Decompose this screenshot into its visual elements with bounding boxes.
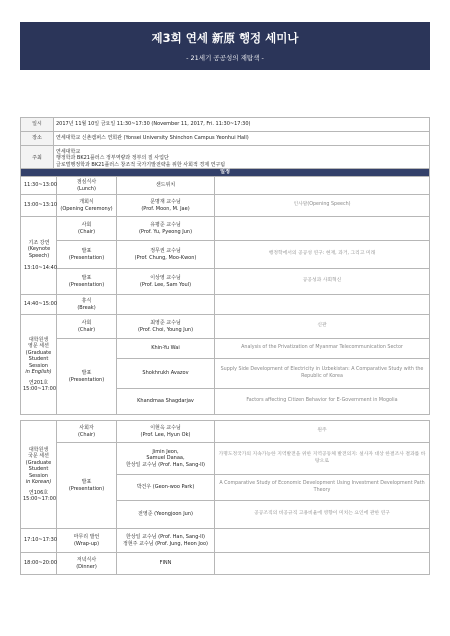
time-cell: 17:10~17:30 [21,529,57,553]
speaker-ko: 유평준 교수님 [150,222,181,228]
session-line: Speech) [28,252,50,259]
info-value: 2017년 11월 10일 금요일 11:30~17:30 (November 11, 2017, Fri. 11:30~17:30) [54,118,430,132]
seminar-banner [20,22,430,70]
session-line: 연106호 [28,489,49,496]
row-opening [21,195,430,217]
speaker-en: (Prof. Chung, Moo-Kwon) [134,254,197,261]
session-line: 연201호 [28,379,49,386]
speaker-cell: 박건우 (Geon-woo Park) [117,475,215,501]
speaker-en: (Prof. Moon, M. Jae) [141,205,190,212]
activity-ko: 저녁식사 [76,557,97,563]
host-line: 행정학과 BK21플러스 정부역량과 정부의 질 사업단 [56,155,169,162]
topic-cell: A Comparative Study of Economic Development Using Investment Development Path Theory [215,475,430,501]
session-line: (Keynote [27,246,51,252]
speaker-cell [117,421,215,443]
session-line: 15:00~17:00 [23,496,57,502]
speaker-en: (Prof. Lee, Hyun Ok) [140,431,191,438]
info-label: 주최 [21,146,54,172]
topic-cell [215,177,430,195]
session-line: in English) [25,369,52,375]
topic-cell: 신관 [215,315,430,339]
session-line: Student [28,356,49,362]
activity-cell [57,177,117,195]
activity-en: (Chair) [77,326,96,333]
activity-cell [57,553,117,575]
activity-en: (Chair) [77,228,96,235]
activity-ko: 발표 [81,248,92,254]
speaker-en: (Prof. Lee, Sam Youl) [139,281,192,288]
activity-cell [57,217,117,241]
session-line: Student [28,466,49,472]
row-closing [21,529,430,553]
activity-en: (Presentation) [68,485,105,492]
speaker-line: Jimin Jeon, [152,448,179,455]
row-dinner [21,553,430,575]
activity-cell [57,421,117,443]
session-line: (Graduate [25,349,52,356]
row-keynote-chair [21,217,430,241]
speaker-ko: 이현옥 교수님 [150,425,181,431]
speaker-en: (Prof. Yu, Pyeong Jun) [138,228,193,235]
topic-cell [215,217,430,241]
activity-ko: 사회 [81,222,92,228]
activity-cell [57,339,117,415]
session-cell [21,421,57,529]
speaker-cell: Khin-Yu Wai [117,339,215,359]
speaker-cell: Shokhrukh Avazov [117,359,215,389]
topic-cell: Factors affecting Citizen Behavior for E-Government in Mogolia [215,389,430,415]
topic-cell: 행정학에서의 공공성 연구: 현재, 과거, 그리고 미래 [215,241,430,269]
seminar-title: 제3회 연세 新原 행정 세미나 [151,31,299,45]
row-lunch [21,177,430,195]
activity-ko: 점심식사 [76,179,97,185]
speaker-cell: 샌드위치 [117,177,215,195]
time-cell: 18:00~20:00 [21,553,57,575]
session-line: 영문 세션 [28,343,49,349]
speaker-cell: Khandmaa Shagdarjav [117,389,215,415]
activity-en: (Presentation) [68,376,105,383]
speaker-cell [117,195,215,217]
speaker-cell [117,443,215,475]
time-cell: 14:40~15:00 [21,295,57,315]
speaker-cell [117,529,215,553]
row-eng-talk [21,339,430,359]
info-value: 연세대학교 신촌캠퍼스 연희관 (Yonsei University Shinchon Campus Yeonhui Hall) [54,132,430,146]
session-line: 대학원생 [28,336,49,343]
session-line: in Korean) [25,479,52,485]
speaker-cell: 전영준 (Yeongjoon Jun) [117,501,215,529]
seminar-subtitle: - 21세기 공공성의 재탐색 - [186,54,264,62]
row-break [21,295,430,315]
session-line: 국문 세션 [28,453,49,459]
activity-en: (Presentation) [68,254,105,261]
session-line: (Graduate [25,459,52,466]
row-keynote-p2 [21,269,430,295]
activity-cell [57,195,117,217]
speaker-line: 정현주 교수님 (Prof. Jung, Heon Joo) [123,540,208,547]
info-label: 장소 [21,132,54,146]
speaker-ko: 정무권 교수님 [150,248,181,254]
info-row-venue [21,132,430,146]
activity-cell [57,241,117,269]
row-keynote-p1 [21,241,430,269]
speaker-ko: 최영준 교수님 [150,320,181,326]
info-row-date [21,118,430,132]
event-info-table [20,117,430,172]
info-label: 일시 [21,118,54,132]
host-line: 연세대학교 [56,148,81,155]
activity-en: (Presentation) [68,281,105,288]
session-line: Session [28,472,49,479]
activity-en: (Opening Ceremony) [60,205,113,212]
row-kor-chair [21,421,430,443]
speaker-line: 한상일 교수님 (Prof. Han, Sang-Il) [126,461,205,468]
activity-en: (Break) [77,304,96,311]
topic-cell: 공공성과 사회혁신 [215,269,430,295]
topic-cell: 가명도정국가의 지속가능한 지역발전을 위한 지역공동체 발전의지: 설사자 대상 한결조사 결과를 바탕으로 [215,443,430,475]
session-line: 15:00~17:00 [23,386,57,392]
activity-ko: 사회 [81,320,92,326]
activity-en: (Dinner) [76,563,97,570]
activity-cell [57,315,117,339]
session-line: Session [28,362,49,369]
topic-cell: 공공조직의 비공규직 고용비율에 영향이 미치는 요인에 관한 연구 [215,501,430,529]
time-cell: 11:30~13:00 [21,177,57,195]
host-line: 글로벌행정학과 BK21플러스 창조적 국가기발전략을 위한 사회적 경제 연구팀 [56,161,226,168]
topic-cell: 인사말(Opening Speech) [215,195,430,217]
session-line: 대학원생 [28,446,49,453]
speaker-cell [117,315,215,339]
speaker-cell [117,241,215,269]
session-time: 13:10~14:40 [24,265,58,271]
speaker-line: 한상일 교수님 (Prof. Han, Sang-Il) [126,534,205,540]
topic-cell: Analysis of the Privatization of Myanmar Telecommunication Sector [215,339,430,359]
time-cell: 13:00~13:10 [21,195,57,217]
schedule-header: 일정 [21,169,430,177]
speaker-cell [117,269,215,295]
topic-cell [215,529,430,553]
activity-ko: 사회자 [79,425,94,431]
activity-ko: 마무리 발언 [73,534,100,540]
topic-cell: Supply Side Development of Electricity in Uzbekistan: A Comparative Study with the Republic of Korea [215,359,430,389]
activity-cell [57,269,117,295]
activity-ko: 개회식 [79,199,94,205]
speaker-ko: 이상영 교수님 [150,275,181,281]
activity-en: (Lunch) [77,185,96,192]
row-eng-chair [21,315,430,339]
activity-cell [57,295,117,315]
activity-ko: 발표 [81,370,92,376]
schedule-table [20,168,430,575]
topic-cell [215,295,430,315]
activity-en: (Wrap-up) [73,540,100,547]
session-line: 기조 강연 [28,239,50,246]
session-cell [21,315,57,415]
activity-ko: 휴식 [81,298,92,304]
activity-ko: 발표 [81,275,92,281]
speaker-line: Samuel Danaa, [146,455,185,462]
topic-cell: 원주 [215,421,430,443]
topic-cell [215,553,430,575]
speaker-cell: FINN [117,553,215,575]
schedule-header-row [21,169,430,177]
activity-en: (Chair) [77,431,96,438]
speaker-ko: 문명재 교수님 [150,199,181,205]
speaker-cell [117,217,215,241]
speaker-en: (Prof. Choi, Young Jun) [137,326,194,333]
speaker-cell [117,295,215,315]
session-cell [21,217,57,295]
activity-cell [57,529,117,553]
activity-ko: 발표 [81,479,92,485]
row-kor-talk [21,443,430,475]
activity-cell [57,443,117,529]
